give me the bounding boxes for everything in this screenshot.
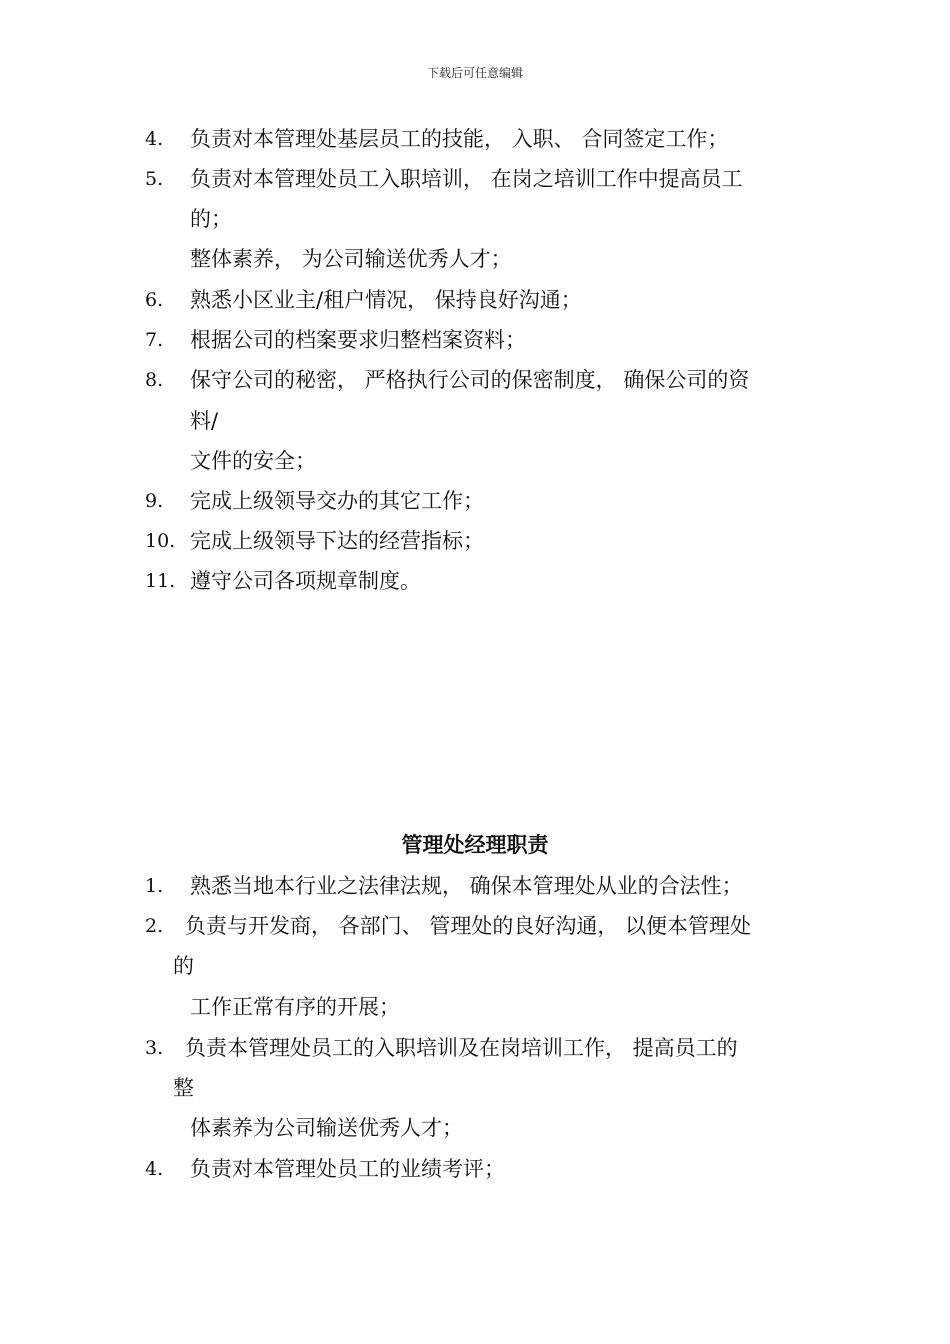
list-item-text: 体素养为公司输送优秀人才； bbox=[190, 1116, 463, 1140]
list-item-number: 4. bbox=[145, 1158, 164, 1180]
list-item-text: 负责与开发商， 各部门、 管理处的良好沟通， 以便本管理处 bbox=[185, 914, 752, 938]
list-item-number: 9. bbox=[145, 490, 164, 512]
list-item-text: 料/ bbox=[190, 409, 219, 433]
page-header: 下载后可任意编辑 bbox=[426, 66, 523, 80]
list-item-text: 熟悉当地本行业之法律法规， 确保本管理处从业的合法性； bbox=[190, 874, 743, 898]
list-item-text: 负责对本管理处基层员工的技能， 入职、 合同签定工作； bbox=[190, 127, 729, 151]
section-2-title: 管理处经理职责 bbox=[401, 833, 549, 857]
list-item-text: 负责对本管理处员工的业绩考评； bbox=[190, 1157, 505, 1181]
list-item-text: 的； bbox=[190, 207, 232, 231]
list-item-number: 7. bbox=[145, 329, 164, 351]
list-item-text: 完成上级领导交办的其它工作； bbox=[190, 489, 484, 513]
list-item-text: 文件的安全； bbox=[190, 449, 316, 473]
list-item-text: 整体素养， 为公司输送优秀人才； bbox=[190, 247, 512, 271]
list-item-text: 的 bbox=[173, 954, 194, 978]
list-item-text: 负责对本管理处员工入职培训， 在岗之培训工作中提高员工 bbox=[190, 167, 743, 191]
list-item-number: 6. bbox=[145, 289, 164, 311]
list-item-number: 10. bbox=[145, 530, 176, 552]
list-item-text: 工作正常有序的开展； bbox=[190, 995, 400, 1019]
list-item-number: 11. bbox=[145, 570, 176, 592]
list-item-number: 2. bbox=[145, 915, 164, 937]
list-item-number: 1. bbox=[145, 875, 164, 897]
list-item-text: 遵守公司各项规章制度。 bbox=[190, 569, 421, 593]
list-item-number: 4. bbox=[145, 128, 164, 150]
list-item-number: 8. bbox=[145, 369, 164, 391]
list-item-text: 整 bbox=[173, 1076, 194, 1100]
list-item-text: 负责本管理处员工的入职培训及在岗培训工作， 提高员工的 bbox=[185, 1036, 738, 1060]
list-item-text: 保守公司的秘密， 严格执行公司的保密制度， 确保公司的资 bbox=[190, 368, 750, 392]
list-item-text: 完成上级领导下达的经营指标； bbox=[190, 529, 484, 553]
list-item-number: 5. bbox=[145, 168, 164, 190]
list-item-number: 3. bbox=[145, 1037, 164, 1059]
list-item-text: 熟悉小区业主/租户情况， 保持良好沟通； bbox=[190, 288, 582, 312]
list-item-text: 根据公司的档案要求归整档案资料； bbox=[190, 328, 526, 352]
